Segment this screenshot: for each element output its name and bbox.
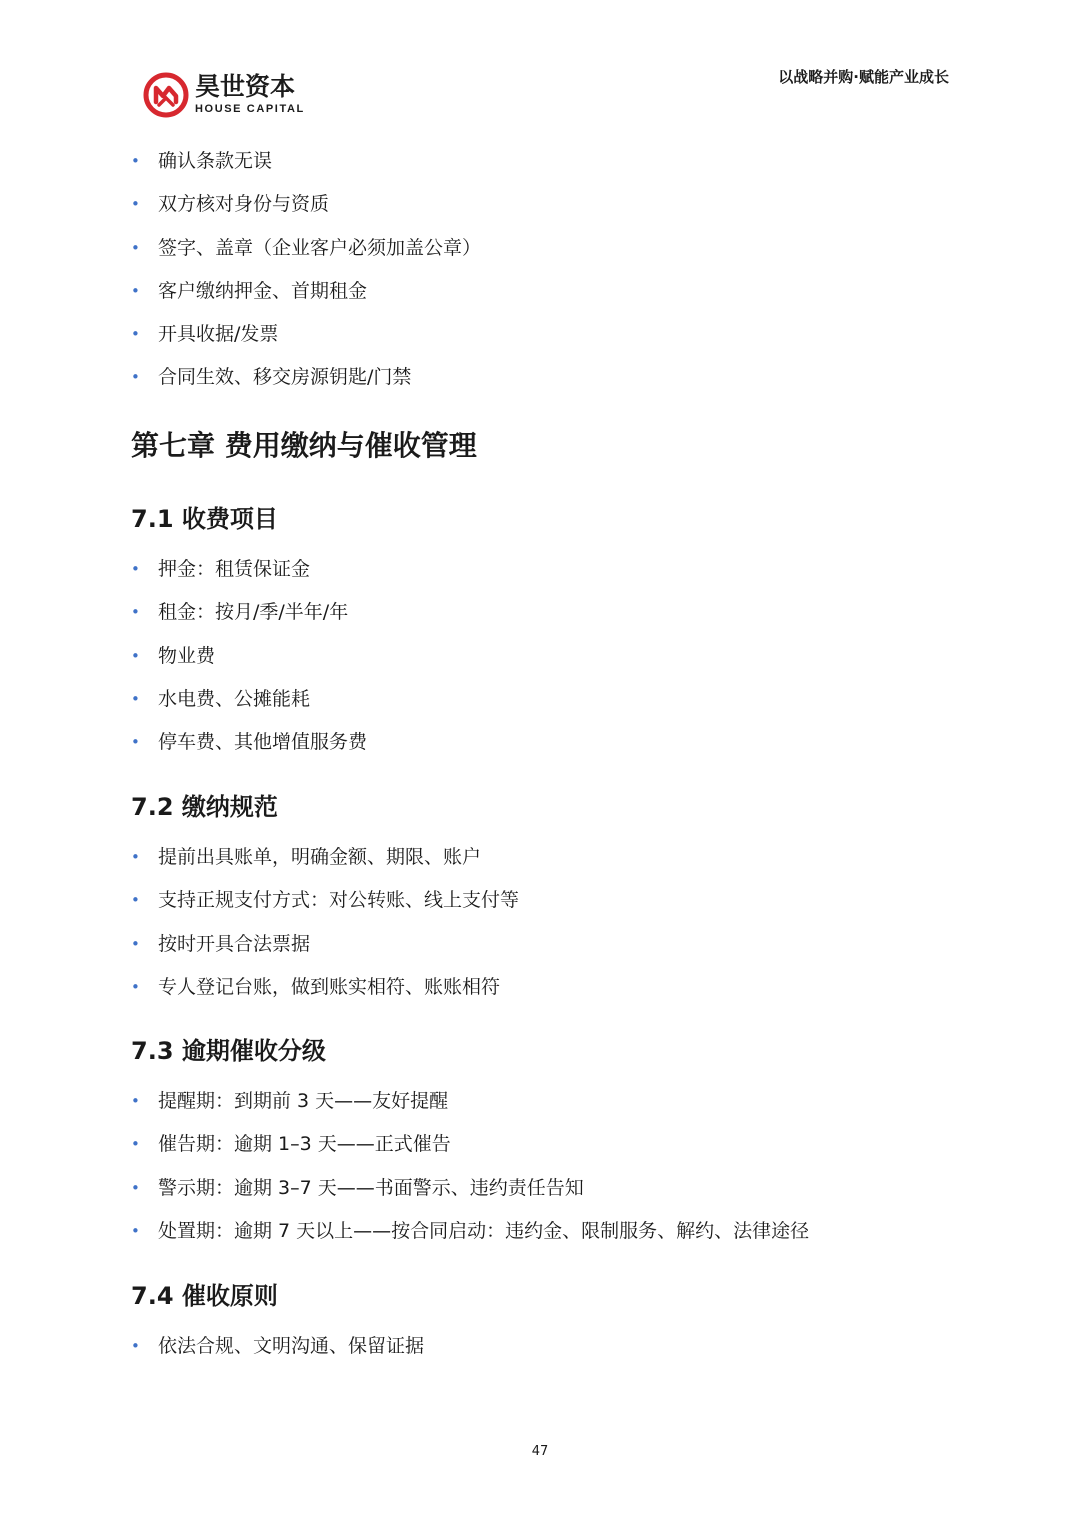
bullet-dot-icon: • <box>131 891 140 910</box>
logo-english-name: HOUSE CAPITAL <box>195 103 305 115</box>
list-item-text: 催告期：逾期 1–3 天——正式催告 <box>158 1133 451 1156</box>
list-item-text: 押金：租赁保证金 <box>158 558 311 580</box>
section-7-2-list <box>131 844 951 1017</box>
list-item <box>131 729 951 772</box>
bullet-dot-icon: • <box>131 152 140 170</box>
list-item-text: 依法合规、文明沟通、保留证据 <box>158 1335 425 1357</box>
list-item <box>131 1175 951 1218</box>
section-7-4-list <box>131 1333 951 1376</box>
list-item <box>131 364 951 407</box>
list-item-text: 租金：按月/季/半年/年 <box>158 601 349 624</box>
list-item-text: 双方核对身份与资质 <box>158 193 330 216</box>
header-slogan: 以战略并购·赋能产业成长 <box>778 68 949 86</box>
bullet-dot-icon: • <box>131 646 140 665</box>
list-item-text: 物业费 <box>158 644 216 667</box>
list-item-text: 专人登记台账，做到账实相符、账账相符 <box>158 975 501 998</box>
section-title-7-2: 7.2 缴纳规范 <box>131 793 278 821</box>
list-item-text: 水电费、公摊能耗 <box>158 687 311 710</box>
list-item <box>131 191 951 234</box>
list-item <box>131 931 951 974</box>
company-logo <box>143 70 323 122</box>
bullet-dot-icon: • <box>131 195 140 214</box>
list-item <box>131 887 951 930</box>
bullet-dot-icon: • <box>131 934 140 953</box>
section-7-1-list <box>131 556 951 772</box>
list-item <box>131 643 951 686</box>
bullet-dot-icon: • <box>131 281 140 300</box>
bullet-dot-icon: • <box>131 977 140 996</box>
list-item-text: 合同生效、移交房源钥匙/门禁 <box>158 366 412 389</box>
bullet-dot-icon: • <box>131 733 140 752</box>
list-item <box>131 1218 951 1261</box>
list-item-text: 开具收据/发票 <box>158 323 279 346</box>
section-title-7-4: 7.4 催收原则 <box>131 1282 278 1310</box>
list-item-text: 提前出具账单，明确金额、期限、账户 <box>158 846 482 868</box>
list-item-text: 停车费、其他增值服务费 <box>158 731 368 754</box>
chapter-title: 第七章 费用缴纳与催收管理 <box>131 429 477 462</box>
list-item <box>131 1333 951 1376</box>
bullet-dot-icon: • <box>131 368 140 387</box>
list-item <box>131 599 951 642</box>
list-item <box>131 1131 951 1174</box>
list-item-text: 处置期：逾期 7 天以上——按合同启动：违约金、限制服务、解约、法律途径 <box>158 1219 810 1242</box>
intro-bullet-list <box>131 148 951 408</box>
bullet-dot-icon: • <box>131 689 140 708</box>
bullet-dot-icon: • <box>131 603 140 622</box>
list-item-text: 确认条款无误 <box>158 150 273 172</box>
list-item <box>131 148 951 191</box>
logo-chinese-name: 昊世资本 <box>195 72 296 101</box>
bullet-dot-icon: • <box>131 1337 140 1355</box>
list-item <box>131 844 951 887</box>
page-number: 47 <box>531 1444 549 1459</box>
section-title-7-3: 7.3 逾期催收分级 <box>131 1037 326 1065</box>
list-item <box>131 235 951 278</box>
list-item <box>131 974 951 1017</box>
bullet-dot-icon: • <box>131 1135 140 1154</box>
list-item <box>131 1088 951 1131</box>
bullet-dot-icon: • <box>131 560 140 578</box>
list-item-text: 警示期：逾期 3–7 天——书面警示、违约责任告知 <box>158 1176 584 1199</box>
section-title-7-1: 7.1 收费项目 <box>131 505 278 533</box>
bullet-dot-icon: • <box>131 1221 140 1240</box>
bullet-dot-icon: • <box>131 1092 140 1110</box>
list-item-text: 客户缴纳押金、首期租金 <box>158 279 368 302</box>
list-item <box>131 321 951 364</box>
list-item <box>131 686 951 729</box>
bullet-dot-icon: • <box>131 238 140 257</box>
list-item <box>131 278 951 321</box>
bullet-dot-icon: • <box>131 848 140 866</box>
list-item-text: 提醒期：到期前 3 天——友好提醒 <box>158 1090 449 1112</box>
house-capital-logo-icon <box>143 72 189 118</box>
list-item <box>131 556 951 599</box>
section-7-3-list <box>131 1088 951 1261</box>
bullet-dot-icon: • <box>131 325 140 344</box>
list-item-text: 按时开具合法票据 <box>158 932 311 955</box>
bullet-dot-icon: • <box>131 1178 140 1197</box>
list-item-text: 签字、盖章（企业客户必须加盖公章） <box>158 236 482 259</box>
list-item-text: 支持正规支付方式：对公转账、线上支付等 <box>158 889 520 912</box>
